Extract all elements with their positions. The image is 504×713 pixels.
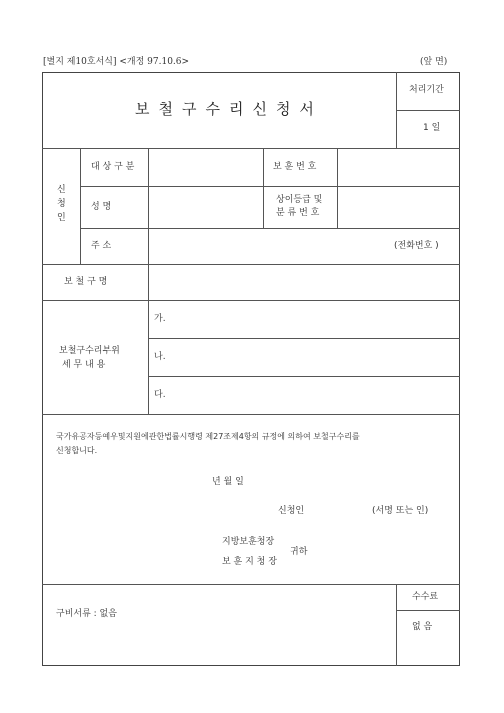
signature-note: (서명 또는 인)	[372, 506, 429, 516]
name-field[interactable]	[150, 188, 261, 226]
page-side-label: (앞 면)	[420, 57, 448, 67]
applicant-section-label-1: 신	[57, 185, 66, 195]
applicant-signature-label: 신청인	[278, 506, 305, 516]
branch-office-label: 보 훈 지 청 장	[222, 557, 277, 567]
prosthesis-name-label: 보 철 구 명	[64, 277, 108, 287]
form-number: [별지 제10호서식] <개정 97.10.6>	[43, 57, 190, 67]
address-field[interactable]	[150, 230, 390, 262]
category-label: 대 상 구 분	[91, 162, 135, 172]
statement-line2: 신청합니다.	[56, 446, 98, 455]
repair-item-a: 가.	[154, 314, 166, 324]
prosthesis-name-field[interactable]	[150, 266, 458, 298]
processing-period-value: 1 일	[423, 123, 441, 133]
statement-line1: 국가유공자등예우및지원에관한법률시행령 제27조제4항의 규정에 의하여 보철구수리를	[56, 432, 360, 441]
address-label: 주 소	[91, 241, 112, 251]
disability-label-line2: 분 류 번 호	[276, 208, 320, 218]
regional-office-label: 지방보훈청장	[222, 537, 275, 547]
date-line: 년 월 일	[212, 477, 244, 487]
form-title: 보철구수리신청서	[135, 100, 323, 118]
disability-field[interactable]	[339, 188, 458, 226]
repair-label-line1: 보철구수리부위	[59, 346, 120, 356]
repair-field-c[interactable]	[168, 378, 458, 412]
repair-item-b: 나.	[154, 352, 166, 362]
applicant-section-label-2: 청	[57, 199, 66, 209]
processing-period-label: 처리기간	[409, 85, 444, 95]
category-field[interactable]	[150, 150, 261, 184]
disability-label-line1: 상이등급 및	[276, 195, 323, 205]
repair-label-line2: 세 무 내 용	[62, 360, 106, 370]
veteran-number-label: 보 훈 번 호	[273, 162, 317, 172]
repair-item-c: 다.	[154, 390, 166, 400]
fee-label: 수수료	[412, 592, 439, 602]
repair-field-b[interactable]	[168, 340, 458, 374]
required-documents: 구비서류 : 없음	[56, 609, 117, 619]
fee-value: 없 음	[412, 622, 433, 632]
repair-field-a[interactable]	[168, 302, 458, 336]
name-label: 성 명	[91, 202, 112, 212]
recipient-label: 귀하	[290, 547, 308, 557]
phone-label: (전화번호 )	[394, 241, 439, 251]
applicant-section-label-3: 인	[57, 213, 66, 223]
veteran-number-field[interactable]	[339, 150, 458, 184]
